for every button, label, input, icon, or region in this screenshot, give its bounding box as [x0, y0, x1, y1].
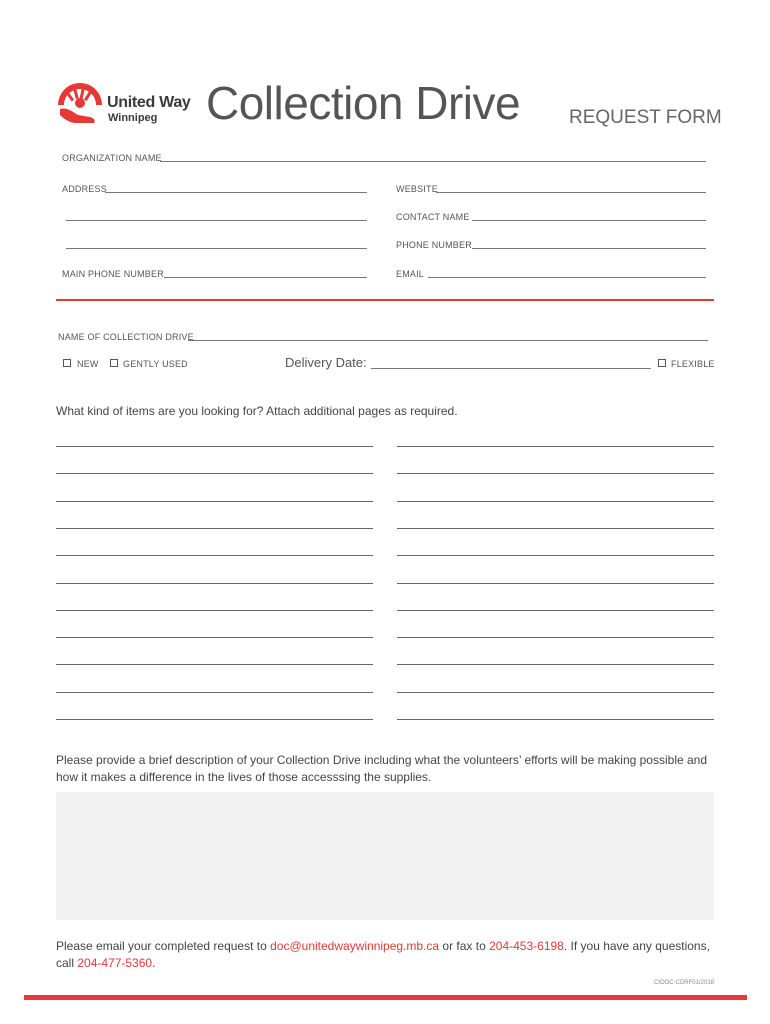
- item-line-right[interactable]: [397, 664, 714, 665]
- item-line-left[interactable]: [56, 446, 373, 447]
- item-line-left[interactable]: [56, 473, 373, 474]
- gently-used-label: GENTLY USED: [123, 359, 188, 369]
- united-way-hand-icon: [56, 81, 104, 129]
- item-line-right[interactable]: [397, 610, 714, 611]
- item-line-right[interactable]: [397, 637, 714, 638]
- organization-name-field[interactable]: [160, 161, 706, 162]
- footer-fax: 204-453-6198: [489, 939, 564, 953]
- footer-email-link[interactable]: doc@unitedwaywinnipeg.mb.ca: [270, 939, 440, 953]
- flexible-checkbox[interactable]: [658, 359, 666, 367]
- item-line-right[interactable]: [397, 719, 714, 720]
- item-line-left[interactable]: [56, 692, 373, 693]
- item-line-right[interactable]: [397, 692, 714, 693]
- website-label: WEBSITE: [396, 184, 438, 194]
- form-code: CIOOC-CDRF01/2018: [653, 980, 714, 986]
- description-textarea[interactable]: [56, 792, 714, 920]
- item-line-left[interactable]: [56, 719, 373, 720]
- items-question: What kind of items are you looking for? Attach additional pages as required.: [56, 404, 458, 418]
- gently-used-checkbox[interactable]: [110, 359, 118, 367]
- footer-text-4: .: [152, 956, 156, 970]
- page-subtitle: REQUEST FORM: [569, 107, 722, 128]
- section-divider: [56, 299, 714, 301]
- item-line-right[interactable]: [397, 528, 714, 529]
- footer-text-3: . If you have any questions, call: [56, 939, 710, 970]
- footer-text-2: or fax to: [439, 939, 490, 953]
- brand-city: Winnipeg: [108, 112, 158, 124]
- address-field-2[interactable]: [66, 220, 367, 221]
- item-line-left[interactable]: [56, 501, 373, 502]
- item-line-left[interactable]: [56, 555, 373, 556]
- item-line-right[interactable]: [397, 555, 714, 556]
- main-phone-field[interactable]: [164, 277, 367, 278]
- email-label: EMAIL: [396, 269, 425, 279]
- item-line-right[interactable]: [397, 446, 714, 447]
- item-line-right[interactable]: [397, 501, 714, 502]
- delivery-date-field[interactable]: [371, 368, 651, 369]
- item-line-right[interactable]: [397, 583, 714, 584]
- item-line-left[interactable]: [56, 664, 373, 665]
- collection-drive-name-field[interactable]: [188, 340, 708, 341]
- website-field[interactable]: [436, 192, 706, 193]
- item-line-right[interactable]: [397, 473, 714, 474]
- bottom-bar: [24, 995, 747, 1000]
- address-field-1[interactable]: [105, 192, 367, 193]
- item-line-left[interactable]: [56, 528, 373, 529]
- item-line-left[interactable]: [56, 583, 373, 584]
- description-prompt: Please provide a brief description of your Collection Drive including what the volunteers’ efforts will be making possible and how it makes a difference in the lives of those accesssing the supplies.: [56, 753, 708, 784]
- item-line-left[interactable]: [56, 637, 373, 638]
- address-field-3[interactable]: [66, 248, 367, 249]
- phone-number-label: PHONE NUMBER: [396, 240, 472, 250]
- main-phone-label: MAIN PHONE NUMBER: [62, 269, 164, 279]
- flexible-label: FLEXIBLE: [671, 359, 715, 369]
- delivery-date-label: Delivery Date:: [285, 355, 367, 370]
- footer-text-1: Please email your completed request to: [56, 939, 271, 953]
- item-line-left[interactable]: [56, 610, 373, 611]
- email-field[interactable]: [428, 277, 706, 278]
- organization-name-label: ORGANIZATION NAME: [62, 153, 162, 163]
- new-checkbox[interactable]: [63, 359, 71, 367]
- contact-name-field[interactable]: [472, 220, 706, 221]
- submission-instructions: [56, 938, 716, 972]
- address-label: ADDRESS: [62, 184, 107, 194]
- contact-name-label: CONTACT NAME: [396, 212, 470, 222]
- new-label: NEW: [77, 359, 99, 369]
- phone-number-field[interactable]: [472, 248, 706, 249]
- brand-name: United Way: [107, 94, 191, 111]
- page-title: Collection Drive: [206, 77, 521, 129]
- footer-phone: 204-477-5360: [77, 956, 153, 970]
- collection-drive-name-label: NAME OF COLLECTION DRIVE: [58, 332, 194, 342]
